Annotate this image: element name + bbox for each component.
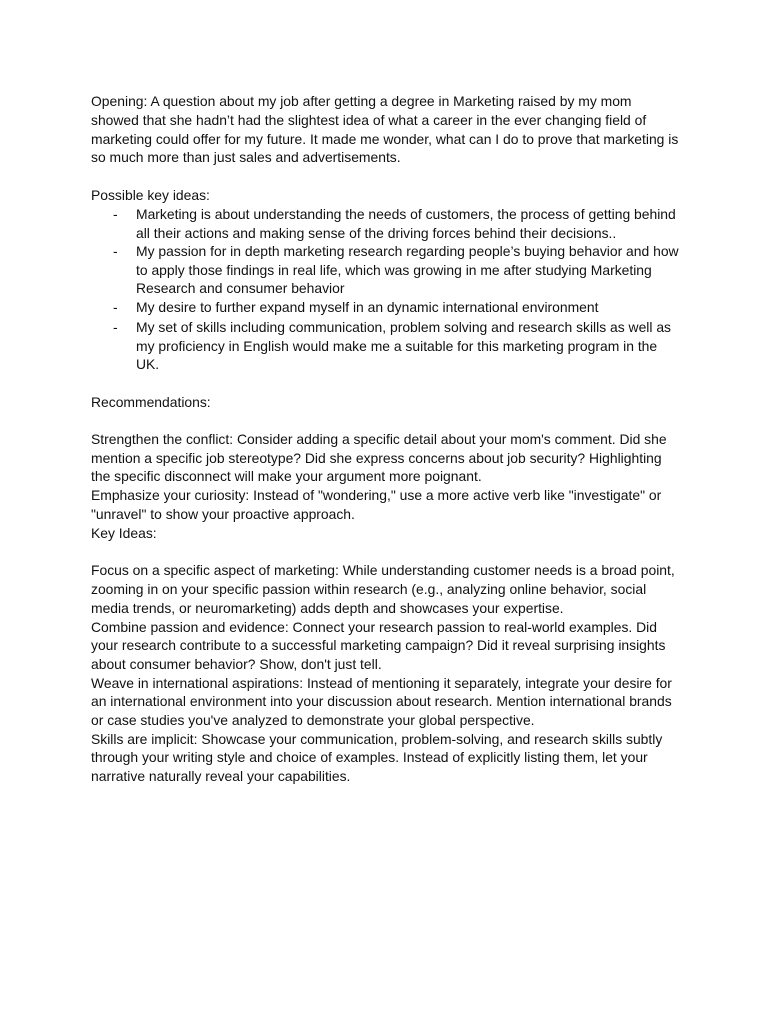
recommendation-line: "unravel" to show your proactive approach. [91, 506, 355, 522]
opening-line: marketing could offer for my future. It made me wonder, what can I do to prove that marketing is [91, 131, 679, 147]
key-ideas-heading: Key Ideas: [91, 525, 157, 541]
key-idea-line: or case studies you've analyzed to demonstrate your global perspective. [91, 712, 535, 728]
key-idea-line: media trends, or neuromarketing) adds depth and showcases your expertise. [91, 600, 564, 616]
key-idea-line: an international environment into your discussion about research. Mention international brands [91, 693, 672, 709]
opening-line: so much more than just sales and advertisements. [91, 149, 401, 165]
key-idea-line: your research contribute to a successful marketing campaign? Did it reveal surprising insights [91, 637, 666, 653]
bullet-marker: - [113, 243, 118, 259]
bullet-line: to apply those findings in real life, which was growing in me after studying Marketing [136, 262, 652, 278]
bullet-line: Research and consumer behavior [136, 280, 345, 296]
bullet-line: UK. [136, 356, 160, 372]
bullet-marker: - [113, 206, 118, 222]
recommendation-line: mention a specific job stereotype? Did she express concerns about job security? Highlighting [91, 450, 662, 466]
bullet-line: My desire to further expand myself in an dynamic international environment [136, 299, 599, 315]
key-idea-line: Weave in international aspirations: Instead of mentioning it separately, integrate your desire for [91, 675, 672, 691]
key-idea-line: narrative naturally reveal your capabilities. [91, 768, 351, 784]
possible-key-ideas-heading: Possible key ideas: [91, 187, 210, 203]
opening-line: showed that she hadn’t had the slightest idea of what a career in the ever changing field of [91, 112, 647, 128]
key-idea-line: zooming in on your specific passion within research (e.g., analyzing online behavior, social [91, 581, 647, 597]
key-idea-line: through your writing style and choice of examples. Instead of explicitly listing them, let your [91, 749, 648, 765]
bullet-marker: - [113, 319, 118, 335]
bullet-marker: - [113, 299, 118, 315]
bullet-line: my proficiency in English would make me a suitable for this marketing program in the [136, 338, 658, 354]
key-idea-line: Focus on a specific aspect of marketing: While understanding customer needs is a broad point, [91, 562, 675, 578]
recommendation-line: the specific disconnect will make your argument more poignant. [91, 468, 482, 484]
opening-line: Opening: A question about my job after getting a degree in Marketing raised by my mom [91, 93, 632, 109]
recommendations-heading: Recommendations: [91, 394, 211, 410]
recommendation-line: Strengthen the conflict: Consider adding a specific detail about your mom's comment. Did she [91, 431, 667, 447]
recommendation-line: Emphasize your curiosity: Instead of "wondering," use a more active verb like "investigate" or [91, 487, 662, 503]
key-idea-line: Combine passion and evidence: Connect your research passion to real-world examples. Did [91, 619, 657, 635]
bullet-line: all their actions and making sense of the driving forces behind their decisions.. [136, 225, 617, 241]
bullet-line: My set of skills including communication, problem solving and research skills as well as [136, 319, 672, 335]
bullet-line: Marketing is about understanding the needs of customers, the process of getting behind [136, 206, 676, 222]
key-idea-line: Skills are implicit: Showcase your communication, problem-solving, and research skills subtly [91, 731, 663, 747]
key-idea-line: about consumer behavior? Show, don't just tell. [91, 656, 382, 672]
bullet-line: My passion for in depth marketing research regarding people’s buying behavior and how [136, 243, 679, 259]
